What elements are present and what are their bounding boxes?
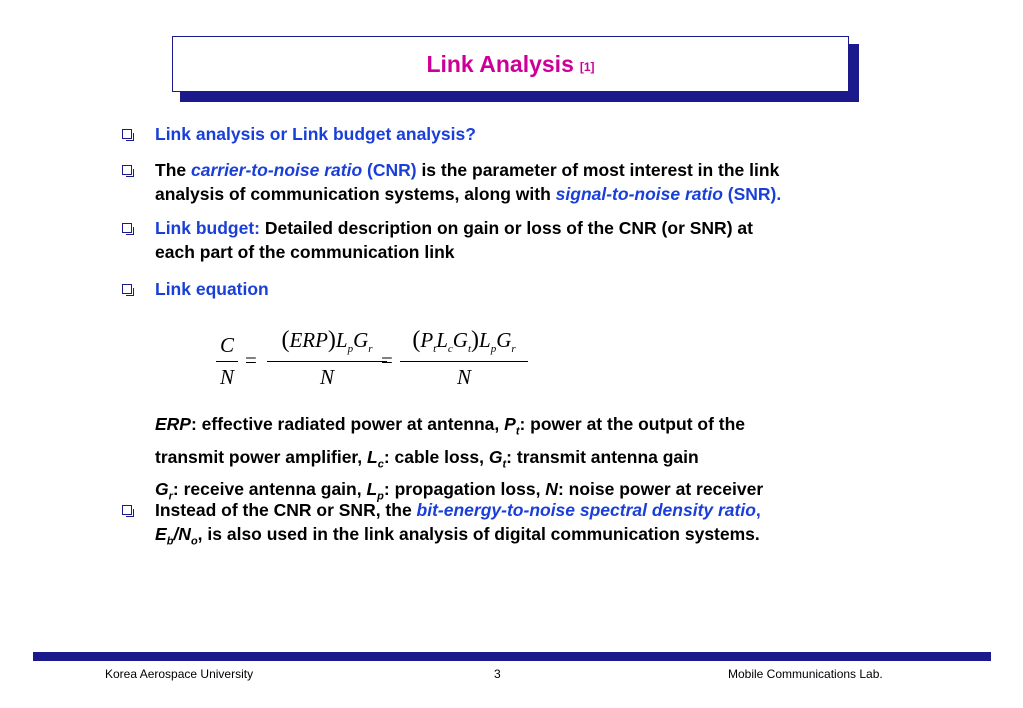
cnr-term: carrier-to-noise ratio [190, 160, 363, 180]
checkbox-bullet-icon [122, 223, 132, 233]
checkbox-bullet-icon [122, 129, 132, 139]
variable-definitions [155, 412, 915, 510]
checkbox-bullet-icon [122, 505, 132, 515]
bullet-text: Link budget: Detailed description on gain or loss of the CNR (or SNR) at each part of the communication link [155, 218, 753, 262]
page-title: Link Analysis [426, 50, 574, 77]
ebno-term: bit-energy-to-noise spectral density ratio [416, 500, 756, 520]
bullet-text: The carrier-to-noise ratio (CNR) is the parameter of most interest in the link analysis of communication systems, along with signal-to-noise ratio (SNR). [155, 160, 782, 204]
bullet-text: Instead of the CNR or SNR, the bit-energy-to-noise spectral density ratio, $E_b/N_o$, is also used in the link analysis of digital communication systems. [155, 500, 761, 548]
link-budget-label: Link budget: [155, 218, 260, 238]
page-number: 3 [494, 667, 501, 681]
snr-term: signal-to-noise ratio [555, 184, 723, 204]
title-box [172, 36, 849, 92]
footer-lab: Mobile Communications Lab. [728, 667, 883, 681]
link-equation: C N = $(ERP)L_pG_r$ N = $(P_tL_cG_t)L_pG_r$ N [212, 323, 542, 393]
definition-line-2: transmit power amplifier, $L_c$: cable loss, $G_t$: transmit antenna gain [155, 446, 699, 470]
footer-bar [33, 652, 991, 661]
definition-line-1: ERP: effective radiated power at antenna, $P_t$: power at the output of the [155, 414, 746, 438]
bullet-text: Link analysis or Link budget analysis? [155, 124, 476, 144]
checkbox-bullet-icon [122, 284, 132, 294]
footer-university: Korea Aerospace University [105, 667, 254, 681]
bullet-text: Link equation [155, 279, 269, 299]
checkbox-bullet-icon [122, 165, 132, 175]
title-reference: [1] [579, 60, 595, 74]
definition-line-3: $G_r$: receive antenna gain, $L_p$: propagation loss, N: noise power at receiver [155, 479, 764, 503]
